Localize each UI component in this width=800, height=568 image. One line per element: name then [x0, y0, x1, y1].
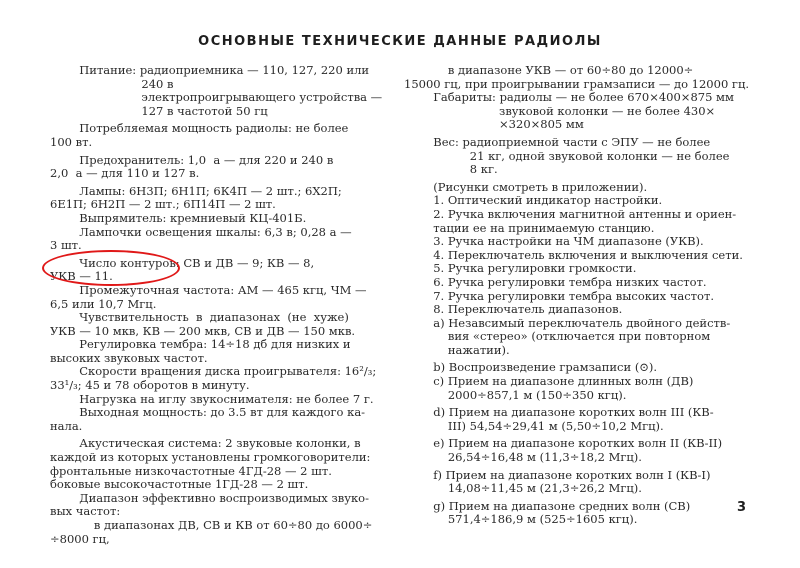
left-column-line: Лампочки освещения шкалы: 6,3 в; 0,28 а —	[50, 224, 352, 239]
right-column-line: (Рисунки смотреть в приложении).	[404, 179, 648, 194]
right-column	[404, 63, 749, 527]
page-number: 3	[737, 500, 747, 515]
left-column-line: Скорости вращения диска проигрывателя: 16²/₃;	[50, 364, 377, 379]
left-column-line: Чувствительность в диапазонах (не хуже)	[50, 310, 349, 325]
right-column-line: 7. Ручка регулировки тембра высоких частот.	[404, 288, 714, 303]
left-column-line: Питание: радиоприемника — 110, 127, 220 или	[50, 63, 370, 77]
right-column-line: 4. Переключатель включения и выключения сети.	[404, 247, 743, 262]
left-column-line: УКВ — 11.	[50, 269, 113, 284]
right-column-line: 26,54÷16,48 м (11,3÷18,2 Мгц).	[404, 450, 642, 465]
right-column-line: a) Незавсимый переключатель двойного действ-	[404, 315, 731, 330]
right-column-line: 21 кг, одной звуковой колонки — не более	[404, 148, 730, 163]
left-column-line: Предохранитель: 1,0 а — для 220 и 240 в	[50, 152, 334, 167]
left-column-line: Нагрузка на иглу звукоснимателя: не более 7 г.	[50, 391, 374, 406]
left-column-line: Акустическая система: 2 звуковые колонки, в	[50, 436, 361, 451]
right-column-line: 3. Ручка настройки на ЧМ диапазоне (УКВ).	[404, 234, 704, 249]
left-column-line: каждой из которых установлены громкоговорители:	[50, 450, 371, 465]
right-column-line: 15000 гц, при проигрывании грамзаписи — до 12000 гц.	[404, 76, 749, 91]
right-column-line: e) Прием на диапазоне коротких волн II (КВ-II)	[404, 436, 723, 451]
left-column-line: Регулировка тембра: 14÷18 дб для низких и	[50, 337, 351, 352]
right-column-line: в диапазоне УКВ — от 60÷80 до 12000÷	[404, 63, 694, 77]
left-column-line: Число контуров: СВ и ДВ — 9; КВ — 8,	[50, 255, 315, 270]
right-column-line: b) Воспроизведение грамзаписи (⊙).	[404, 360, 658, 375]
right-column-line: 571,4÷186,9 м (525÷1605 кгц).	[404, 512, 638, 527]
right-column-line: нажатии).	[404, 342, 510, 357]
right-column-line: f) Прием на диапазоне коротких волн I (КВ-I)	[404, 467, 711, 482]
left-column-line: Промежуточная частота: АМ — 465 кгц, ЧМ —	[50, 282, 367, 297]
right-column-line: III) 54,54÷29,41 м (5,50÷10,2 Мгц).	[404, 418, 664, 433]
left-column-line: высоких звуковых частот.	[50, 350, 208, 365]
right-column-line: 14,08÷11,45 м (21,3÷26,2 Мгц).	[404, 481, 642, 496]
left-column-line: фронтальные низкочастотные 4ГД-28 — 2 шт.	[50, 463, 332, 478]
left-column-line: 3 шт.	[50, 238, 82, 253]
left-column-line: боковые высокочастотные 1ГД-28 — 2 шт.	[50, 477, 309, 492]
left-column-line: 240 в	[50, 76, 174, 91]
left-column-line: нала.	[50, 418, 83, 433]
left-column-line: Диапазон эффективно воспроизводимых звуко-	[50, 490, 369, 505]
right-column-line: g) Прием на диапазоне средних волн (СВ)	[404, 498, 691, 513]
right-column-line: 2. Ручка включения магнитной антенны и ориен-	[404, 206, 737, 221]
right-column-line: 6. Ручка регулировки тембра низких частот.	[404, 274, 707, 289]
page-title: ОСНОВНЫЕ ТЕХНИЧЕСКИЕ ДАННЫЕ РАДИОЛЫ	[198, 34, 602, 49]
right-column-line: тации ее на принимаемую станцию.	[404, 220, 655, 235]
left-column-line: Лампы: 6Н3П; 6Н1П; 6К4П — 2 шт.; 6Х2П;	[50, 183, 342, 198]
right-column-line: звуковой колонки — не более 430×	[404, 103, 716, 118]
left-column-line: 6Е1П; 6Н2П — 2 шт.; 6П14П — 2 шт.	[50, 197, 276, 212]
left-column-line: Потребляемая мощность радиолы: не более	[50, 121, 349, 136]
left-column-line: Выходная мощность: до 3.5 вт для каждого ка-	[50, 405, 366, 420]
right-column-line: 8 кг.	[404, 162, 498, 177]
left-column-line: электропроигрывающего устройства —	[50, 90, 383, 105]
right-column-line: d) Прием на диапазоне коротких волн III (КВ-	[404, 405, 714, 420]
left-column-line: 33¹/₃; 45 и 78 оборотов в минуту.	[50, 378, 250, 393]
left-column-line: ÷8000 гц,	[50, 531, 110, 546]
left-column-line: 2,0 а — для 110 и 127 в.	[50, 166, 200, 181]
left-column-line: 6,5 или 10,7 Мгц.	[50, 296, 157, 311]
right-column-line: Вес: радиоприемной части с ЭПУ — не более	[404, 134, 711, 149]
right-column-line: 1. Оптический индикатор настройки.	[404, 193, 663, 208]
left-column-line: 100 вт.	[50, 134, 93, 149]
left-column-line: вых частот:	[50, 504, 121, 519]
right-column-line: Габариты: радиолы — не более 670×400×875 мм	[404, 90, 734, 105]
right-column-line: c) Прием на диапазоне длинных волн (ДВ)	[404, 374, 694, 389]
left-column-line: Выпрямитель: кремниевый КЦ-401Б.	[50, 210, 307, 225]
left-column-line: в диапазонах ДВ, СВ и КВ от 60÷80 до 6000÷	[50, 518, 373, 532]
right-column-line: 5. Ручка регулировки громкости.	[404, 261, 637, 276]
left-column	[50, 63, 383, 546]
left-column-line: УКВ — 10 мкв, КВ — 200 мкв, СВ и ДВ — 150 мкв.	[50, 323, 356, 338]
right-column-line: ×320×805 мм	[404, 117, 584, 132]
right-column-line: 8. Переключатель диапазонов.	[404, 302, 623, 317]
right-column-line: 2000÷857,1 м (150÷350 кгц).	[404, 387, 627, 402]
left-column-line: 127 в частотой 50 гц	[50, 103, 268, 118]
right-column-line: вия «стерео» (отключается при повторном	[404, 329, 711, 344]
